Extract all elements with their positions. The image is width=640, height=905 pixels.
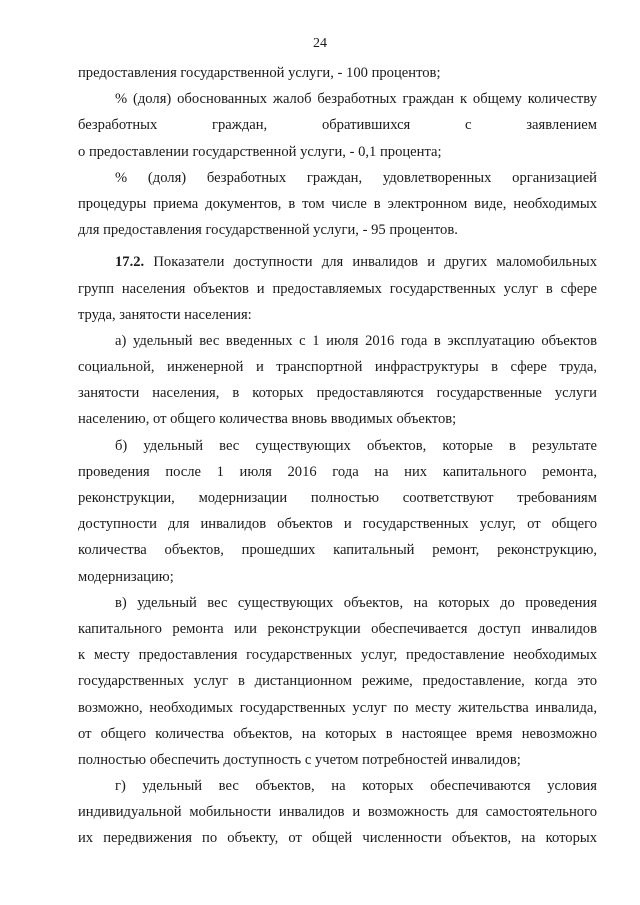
text-line: для предоставления государственной услуги, - 95 процентов. (78, 222, 458, 239)
text-line: к месту предоставления государственных услуг, предоставление необходимых (78, 647, 597, 664)
text-line: безработных граждан, обратившихся с заявлением (78, 117, 597, 134)
text-line: социальной, инженерной и транспортной инфраструктуры в сфере труда, (78, 359, 597, 376)
text-line: процедуры приема документов, в том числе в электронном виде, необходимых (78, 195, 597, 212)
text-line: реконструкции, модернизации полностью соответствуют требованиям (78, 490, 597, 506)
text-line: полностью обеспечить доступность с учетом потребностей инвалидов; (78, 751, 521, 768)
text-line: занятости населения, в которых предоставляются государственные услуги (78, 385, 597, 402)
text-line: а) удельный вес введенных с 1 июля 2016 года в эксплуатацию объектов (115, 332, 597, 349)
text-line: государственных услуг в дистанционном режиме, предоставление, когда это (78, 673, 597, 690)
text-line: доступности для инвалидов объектов и государственных услуг, от общего (78, 516, 597, 533)
text-line: % (доля) обоснованных жалоб безработных граждан к общему количеству (115, 91, 597, 108)
text-line: % (доля) безработных граждан, удовлетворенных организацией (115, 169, 597, 186)
text-line: групп населения объектов и предоставляемых государственных услуг в сфере (78, 280, 597, 297)
text-line: населению, от общего количества вновь вводимых объектов; (78, 411, 457, 428)
text-line: в) удельный вес существующих объектов, на которых до проведения (115, 594, 597, 611)
section-number: 17.2. (115, 254, 145, 271)
text-line: предоставления государственной услуги, - 100 процентов; (78, 65, 441, 81)
text-line: проведения после 1 июля 2016 года на них капитального ремонта, (78, 463, 597, 480)
text-line: от общего количества объектов, на которых в настоящее время невозможно (78, 725, 597, 742)
text-line: капитального ремонта или реконструкции обеспечивается доступ инвалидов (78, 620, 597, 637)
section-heading-line (78, 249, 597, 275)
text-line: количества объектов, прошедших капитальный ремонт, реконструкцию, (78, 542, 597, 559)
text-line: их передвижения по объекту, от общей численности объектов, на которых (78, 830, 597, 847)
text-line: возможно, необходимых государственных услуг по месту жительства инвалида, (78, 699, 597, 716)
section-heading-text: Показатели доступности для инвалидов и других маломобильных (144, 254, 597, 271)
text-line: труда, занятости населения: (78, 306, 252, 323)
text-line: б) удельный вес существующих объектов, которые в результате (115, 437, 597, 454)
page-number: 24 (313, 36, 327, 51)
text-line: г) удельный вес объектов, на которых обеспечиваются условия (115, 778, 597, 795)
document-body (78, 60, 597, 852)
text-line: модернизацию; (78, 568, 174, 585)
text-line: о предоставлении государственной услуги, - 0,1 процента; (78, 143, 442, 160)
text-line: индивидуальной мобильности инвалидов и возможность для самостоятельного (78, 804, 597, 821)
